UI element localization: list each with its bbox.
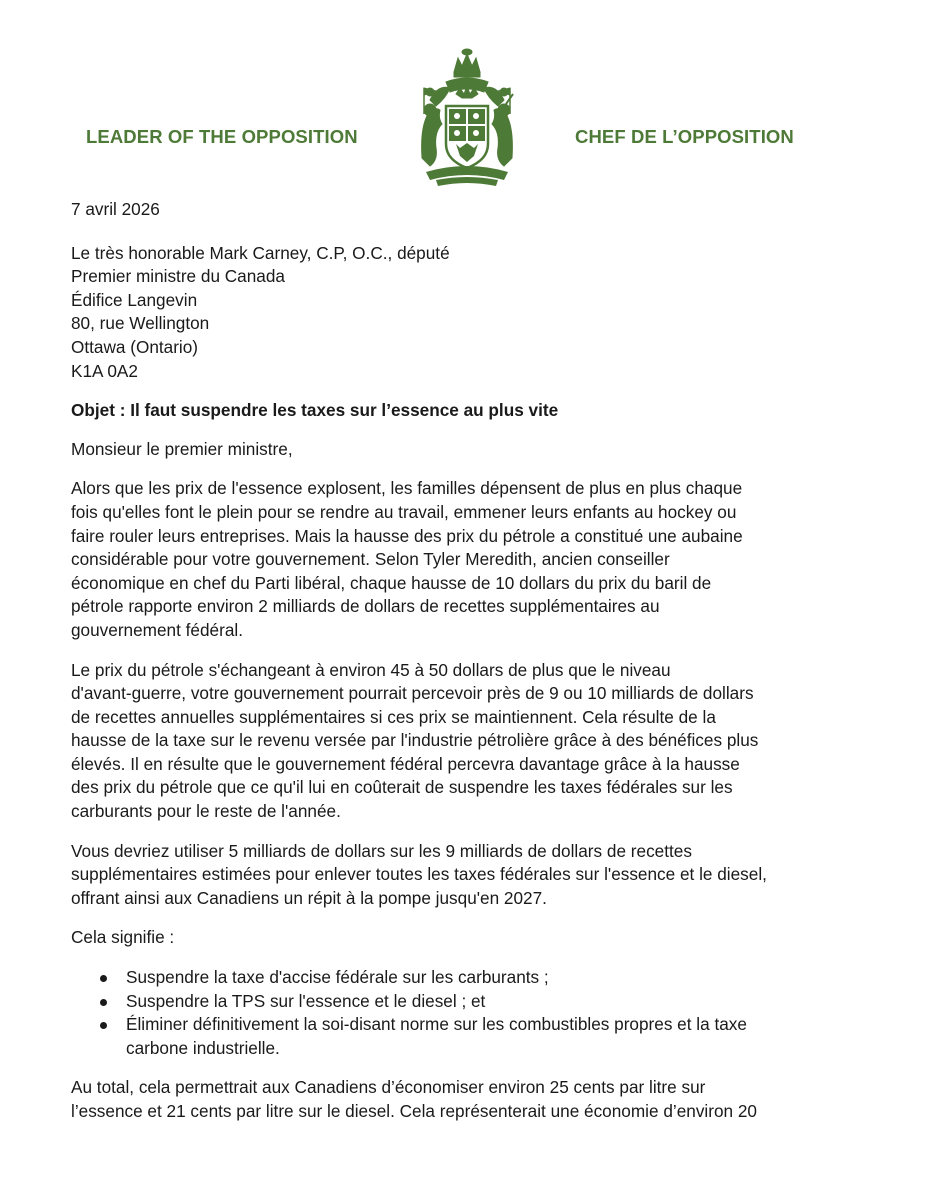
list-item	[71, 1013, 841, 1060]
list-item-text: Éliminer définitivement la soi-disant norme sur les combustibles propres et la taxe	[126, 1014, 747, 1035]
paragraph-line: carburants pour le reste de l'année.	[71, 801, 341, 822]
address-line: Édifice Langevin	[71, 289, 198, 310]
paragraph-line: supplémentaires estimées pour enlever toutes les taxes fédérales sur l'essence et le diesel,	[71, 864, 767, 885]
paragraph-line: Au total, cela permettrait aux Canadiens d’économiser environ 25 cents par litre sur	[71, 1077, 706, 1098]
paragraph-3	[71, 840, 841, 911]
paragraph-line: l’essence et 21 cents par litre sur le diesel. Cela représenterait une économie d’environ 20	[71, 1101, 757, 1121]
bullet-icon	[100, 999, 107, 1006]
recipient-address	[71, 242, 841, 384]
paragraph-line: Le prix du pétrole s'échangeant à environ 45 à 50 dollars de plus que le niveau	[71, 659, 671, 680]
letterhead	[0, 0, 928, 195]
address-line: Premier ministre du Canada	[71, 266, 285, 287]
list-item-text: carbone industrielle.	[126, 1037, 280, 1058]
paragraph-line: Vous devriez utiliser 5 milliards de dollars sur les 9 milliards de dollars de recettes	[71, 840, 692, 861]
salutation: Monsieur le premier ministre,	[71, 438, 293, 459]
paragraph-line: fois qu'elles font le plein pour se rendre au travail, emmener leurs enfants au hockey ou	[71, 501, 737, 522]
paragraph-line: des prix du pétrole que ce qu'il lui en coûterait de suspendre les taxes fédérales sur les	[71, 777, 733, 798]
letter-date: 7 avril 2026	[71, 199, 160, 219]
paragraph-1	[71, 477, 841, 642]
measures-list	[71, 966, 841, 1060]
paragraph-2	[71, 659, 841, 824]
paragraph-line: hausse de la taxe sur le revenu versée par l'industrie pétrolière grâce à des bénéfices plus	[71, 730, 759, 751]
bullet-icon	[100, 975, 107, 982]
paragraph-line: faire rouler leurs entreprises. Mais la hausse des prix du pétrole a constitué une aubaine	[71, 525, 743, 546]
list-item-text: Suspendre la TPS sur l'essence et le diesel ; et	[126, 990, 486, 1011]
list-item	[71, 990, 841, 1014]
letter-body	[71, 198, 841, 1140]
paragraph-line: d'avant-guerre, votre gouvernement pourrait percevoir près de 9 ou 10 milliards de dollars	[71, 683, 754, 704]
paragraph-line: élevés. Il en résulte que le gouvernement fédéral percevra davantage grâce à la hausse	[71, 753, 740, 774]
list-intro: Cela signifie :	[71, 927, 175, 948]
coat-of-arms-icon	[416, 48, 518, 188]
paragraph-line: considérable pour votre gouvernement. Selon Tyler Meredith, ancien conseiller	[71, 549, 670, 570]
leader-of-opposition-title: LEADER OF THE OPPOSITION	[86, 126, 358, 147]
paragraph-line: Alors que les prix de l'essence explosent, les familles dépensent de plus en plus chaque	[71, 478, 743, 499]
chef-de-l-opposition-title: CHEF DE L’OPPOSITION	[575, 126, 794, 147]
paragraph-line: gouvernement fédéral.	[71, 619, 243, 640]
paragraph-line: de recettes annuelles supplémentaires si ces prix se maintiennent. Cela résulte de la	[71, 706, 716, 727]
paragraph-line: offrant ainsi aux Canadiens un répit à la pompe jusqu'en 2027.	[71, 887, 547, 908]
list-item-text: Suspendre la taxe d'accise fédérale sur les carburants ;	[126, 967, 549, 988]
address-line: Ottawa (Ontario)	[71, 336, 199, 357]
bullet-icon	[100, 1022, 107, 1029]
letter-subject: Objet : Il faut suspendre les taxes sur l’essence au plus vite	[71, 400, 559, 421]
paragraph-line: pétrole rapporte environ 2 milliards de dollars de recettes supplémentaires au	[71, 596, 660, 617]
paragraph-line: économique en chef du Parti libéral, chaque hausse de 10 dollars du prix du baril de	[71, 572, 712, 593]
paragraph-4	[71, 1076, 841, 1123]
list-item	[71, 966, 841, 990]
address-line: Le très honorable Mark Carney, C.P, O.C., député	[71, 242, 450, 263]
address-line: 80, rue Wellington	[71, 313, 210, 334]
address-line: K1A 0A2	[71, 360, 138, 381]
